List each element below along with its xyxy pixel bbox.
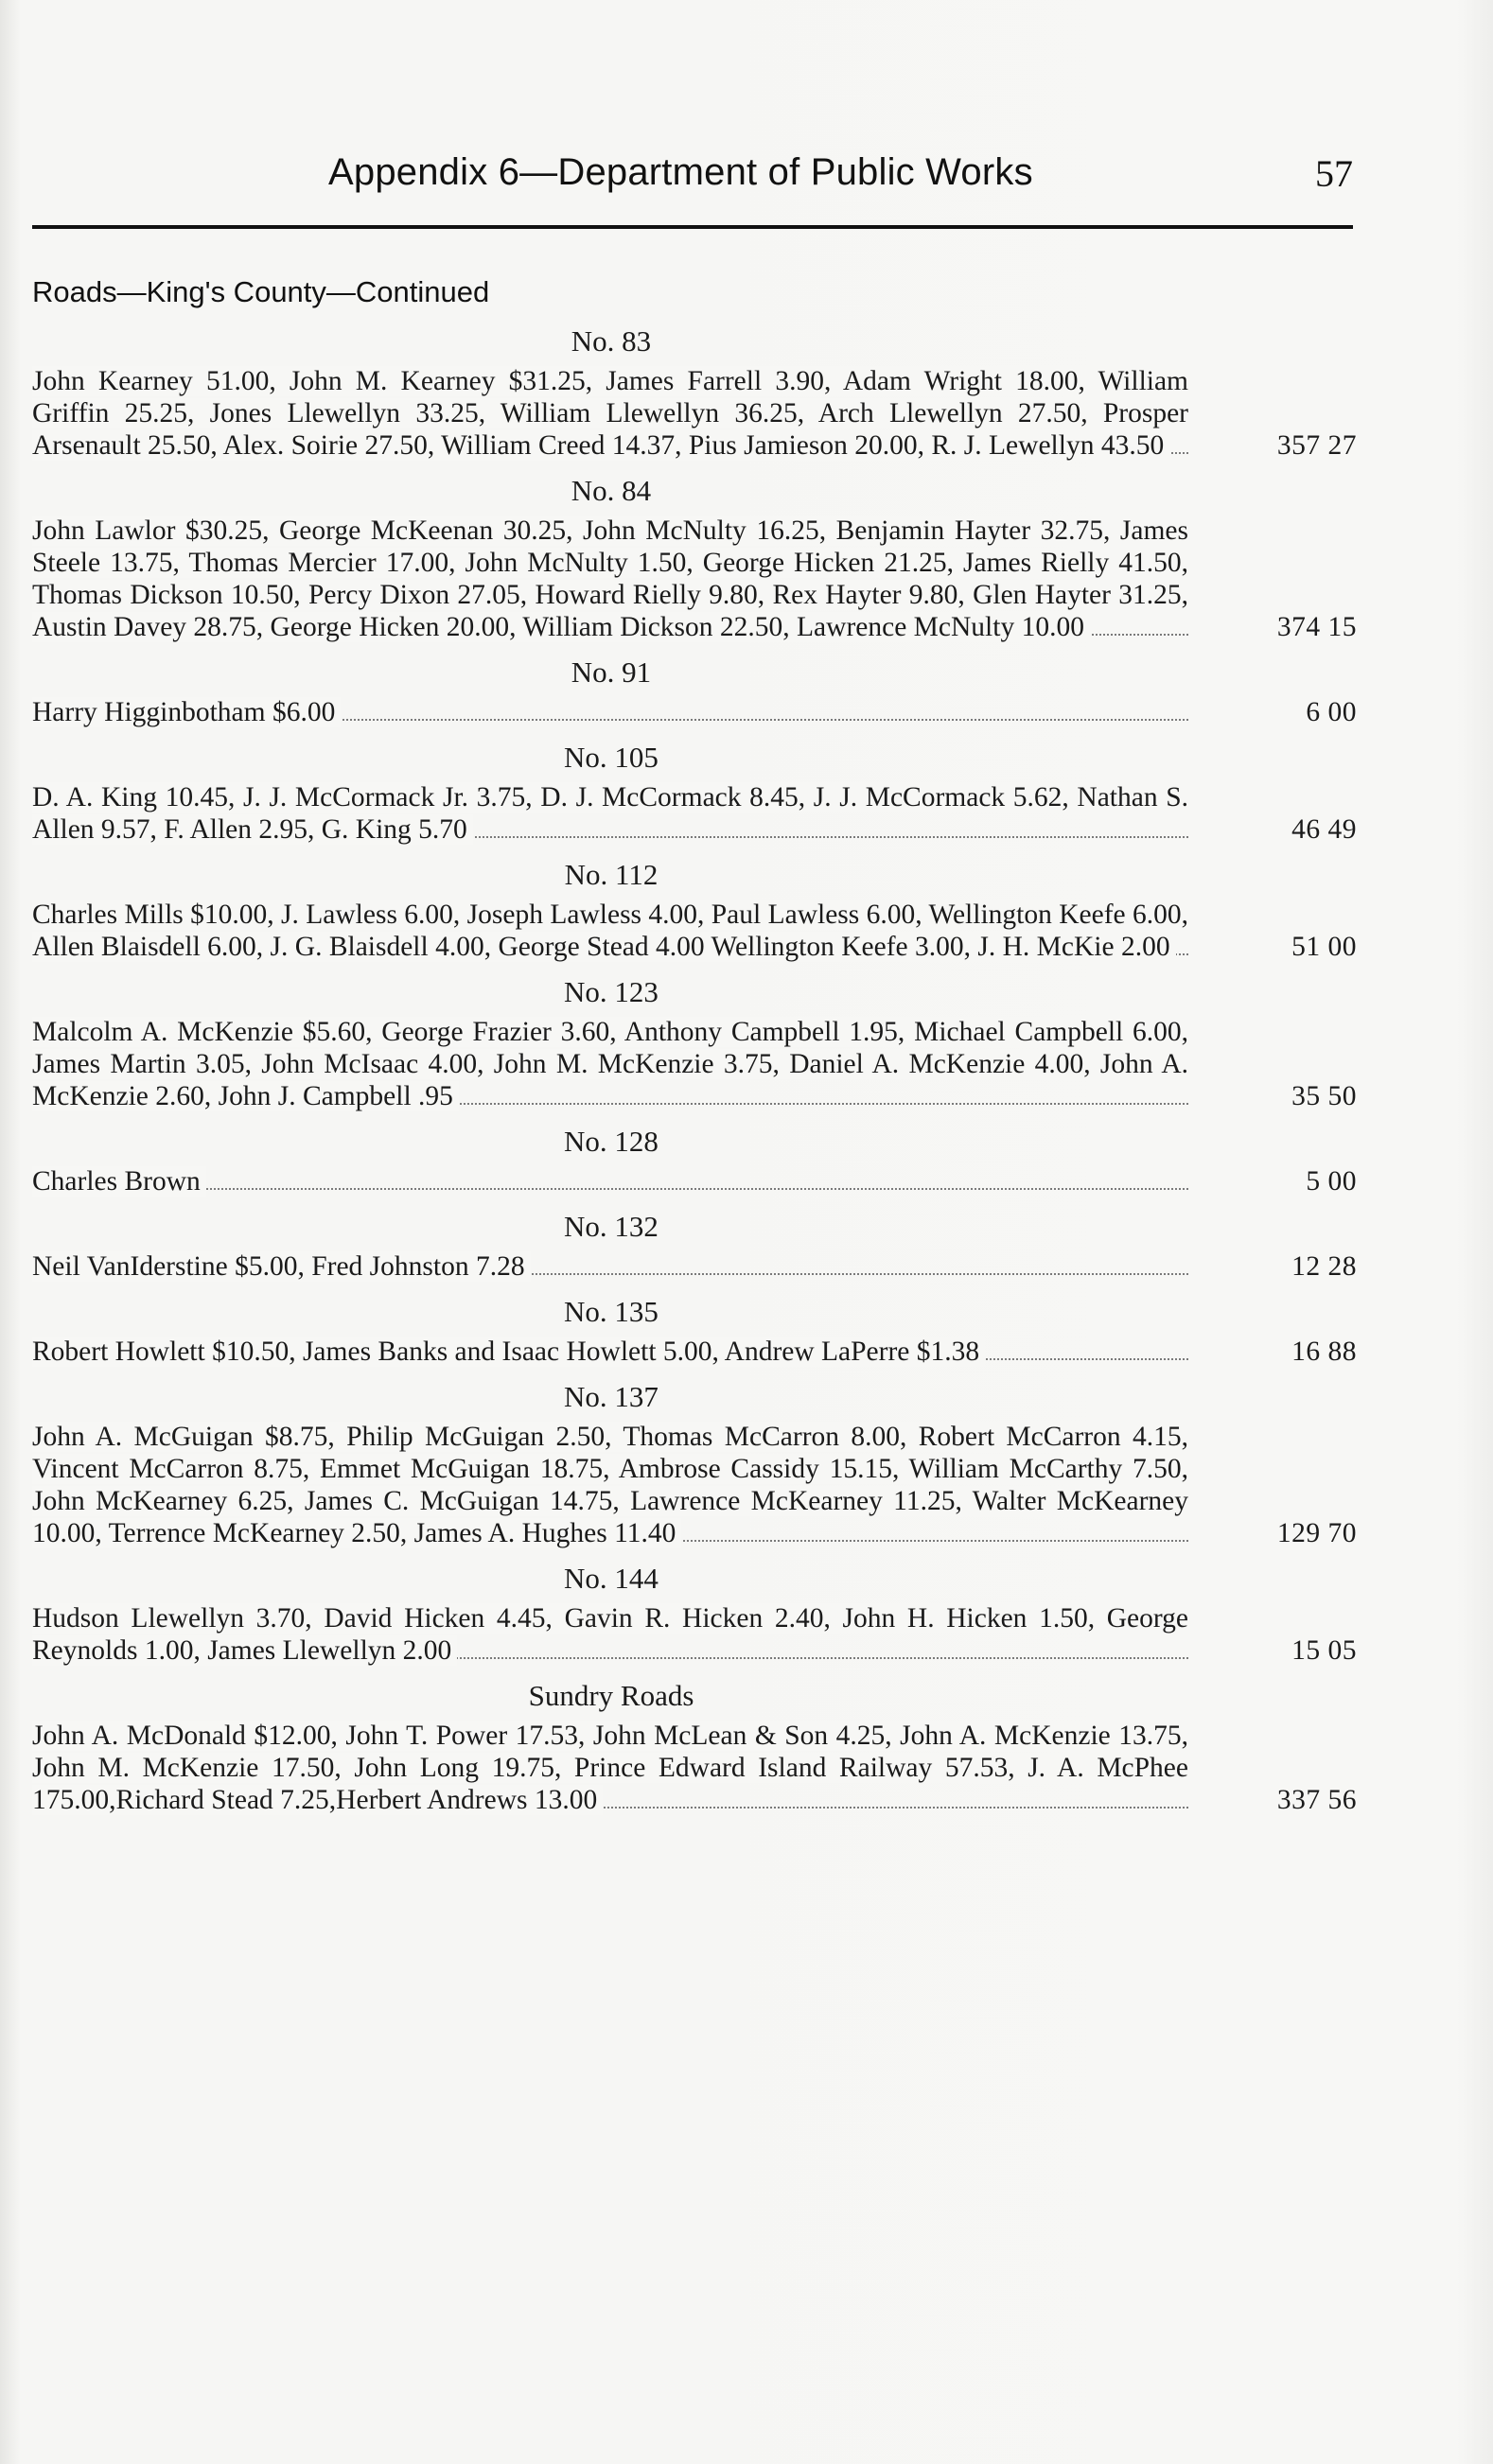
road-entry [32,738,1357,846]
road-number: No. 84 [571,474,652,507]
payee-list: John Lawlor $30.25, George McKeenan 30.25, John McNulty 16.25, Benjamin Hayter 32.75, James Steele 13.75, Thomas Mercier 17.00, John McNulty 1.50, George Hicken 21.25, James Rielly 41.50, Thomas Dickson 10.50, Percy Dixon 27.05, Howard Rielly 9.80, Rex Hayter 9.80, Glen Hayter 31.25, Austin Davey 28.75, George Hicken 20.00, William Dickson 22.50, Lawrence McNulty 10.00 [32,516,1188,642]
entry-amount: 374 15 [1276,612,1357,642]
road-entry [32,653,1357,728]
entry-amount: 5 00 [1306,1166,1357,1197]
payee-list: D. A. King 10.45, J. J. McCormack Jr. 3.75, D. J. McCormack 8.45, J. J. McCormack 5.62, Nathan S. Allen 9.57, F. Allen 2.95, G. King 5.70 [32,782,1188,845]
road-number: No. 123 [564,975,659,1008]
entry-text [32,1016,1188,1112]
payee-list: John A. McDonald $12.00, John T. Power 17.53, John McLean & Son 4.25, John A. McKenzie 13.75, John M. McKenzie 17.50, John Long 19.75, Prince Edward Island Railway 57.53, J. A. McPhee 175.00,Richard Stead 7.25,Herbert Andrews 13.00 [32,1721,1188,1815]
road-number: No. 144 [564,1562,659,1595]
entry-row [32,365,1357,462]
road-entry [32,1377,1357,1549]
road-number: No. 137 [564,1380,659,1413]
road-entry [32,855,1357,963]
entries-list [32,322,1357,1816]
road-entry [32,1676,1357,1816]
entry-row [32,515,1357,643]
entry-amount: 6 00 [1306,697,1357,727]
road-entry [32,1559,1357,1667]
entry-row [32,1016,1357,1112]
entry-row [32,899,1357,963]
entry-amount: 15 05 [1291,1635,1357,1666]
entry-text [32,1602,1188,1667]
road-entry [32,1207,1357,1283]
payee-list: Malcolm A. McKenzie $5.60, George Frazier 3.60, Anthony Campbell 1.95, Michael Campbell 6.00, James Martin 3.05, John McIsaac 4.00, John M. McKenzie 3.75, Daniel A. McKenzie 4.00, John A. McKenzie 2.60, John J. Campbell .95 [32,1017,1188,1111]
page-title: Appendix 6—Department of Public Works [328,151,1033,193]
header-rule [32,225,1353,229]
page-header [32,151,1353,201]
road-number: No. 132 [564,1210,659,1243]
entry-text [32,781,1188,846]
road-entry [32,1292,1357,1368]
section-heading: Roads—King's County—Continued [32,275,490,308]
entry-amount: 12 28 [1291,1251,1357,1282]
road-number: No. 91 [571,655,652,689]
entry-amount: 35 50 [1291,1081,1357,1111]
entry-row [32,696,1357,728]
payee-list: Robert Howlett $10.50, James Banks and Isaac Howlett 5.00, Andrew LaPerre $1.38 [32,1337,985,1367]
road-entry [32,471,1357,643]
entry-row [32,1336,1357,1368]
payee-list: John A. McGuigan $8.75, Philip McGuigan 2.50, Thomas McCarron 8.00, Robert McCarron 4.15, Vincent McCarron 8.75, Emmet McGuigan 18.75, Ambrose Cassidy 15.15, William McCarthy 7.50, John McKearney 6.25, James C. McGuigan 14.75, Lawrence McKearney 11.25, Walter McKearney 10.00, Terrence McKearney 2.50, James A. Hughes 11.40 [32,1422,1188,1548]
entry-row [32,1720,1357,1816]
road-number: No. 112 [564,858,659,891]
entry-amount: 46 49 [1291,814,1357,845]
entry-row [32,1250,1357,1283]
entry-text [32,1720,1188,1816]
entry-row [32,1602,1357,1667]
road-entry [32,322,1357,462]
entry-amount: 357 27 [1276,430,1357,461]
payee-list: Neil VanIderstine $5.00, Fred Johnston 7.28 [32,1251,531,1282]
entry-text [32,1336,1188,1368]
entry-text [32,899,1188,963]
page-content [32,272,1357,1816]
road-entry [32,972,1357,1112]
payee-list: Harry Higginbotham $6.00 [32,697,341,727]
payee-list: Charles Brown [32,1166,206,1197]
entry-text [32,696,1188,728]
entry-amount: 337 56 [1276,1785,1357,1815]
payee-list: John Kearney 51.00, John M. Kearney $31.25, James Farrell 3.90, Adam Wright 18.00, William Griffin 25.25, Jones Llewellyn 33.25, William Llewellyn 36.25, Arch Llewellyn 27.50, Prosper Arsenault 25.50, Alex. Soirie 27.50, William Creed 14.37, Pius Jamieson 20.00, R. J. Lewellyn 43.50 [32,366,1188,461]
entry-text [32,1250,1188,1283]
road-number: No. 128 [564,1125,659,1158]
entry-amount: 51 00 [1291,932,1357,962]
page-number: 57 [1315,152,1353,195]
road-number: Sundry Roads [528,1679,694,1712]
road-number: No. 105 [564,741,659,774]
entry-text [32,1421,1188,1549]
entry-text [32,365,1188,462]
road-entry [32,1122,1357,1197]
entry-row [32,1421,1357,1549]
entry-row [32,1165,1357,1197]
payee-list: Hudson Llewellyn 3.70, David Hicken 4.45, Gavin R. Hicken 2.40, John H. Hicken 1.50, George Reynolds 1.00, James Llewellyn 2.00 [32,1603,1188,1666]
entry-row [32,781,1357,846]
road-number: No. 135 [564,1295,659,1328]
entry-text [32,515,1188,643]
entry-text [32,1165,1188,1197]
payee-list: Charles Mills $10.00, J. Lawless 6.00, Joseph Lawless 4.00, Paul Lawless 6.00, Wellington Keefe 6.00, Allen Blaisdell 6.00, J. G. Blaisdell 4.00, George Stead 4.00 Wellington Keefe 3.00, J. H. McKie 2.00 [32,900,1188,962]
road-number: No. 83 [571,324,652,358]
entry-amount: 129 70 [1276,1518,1357,1548]
entry-amount: 16 88 [1291,1337,1357,1367]
